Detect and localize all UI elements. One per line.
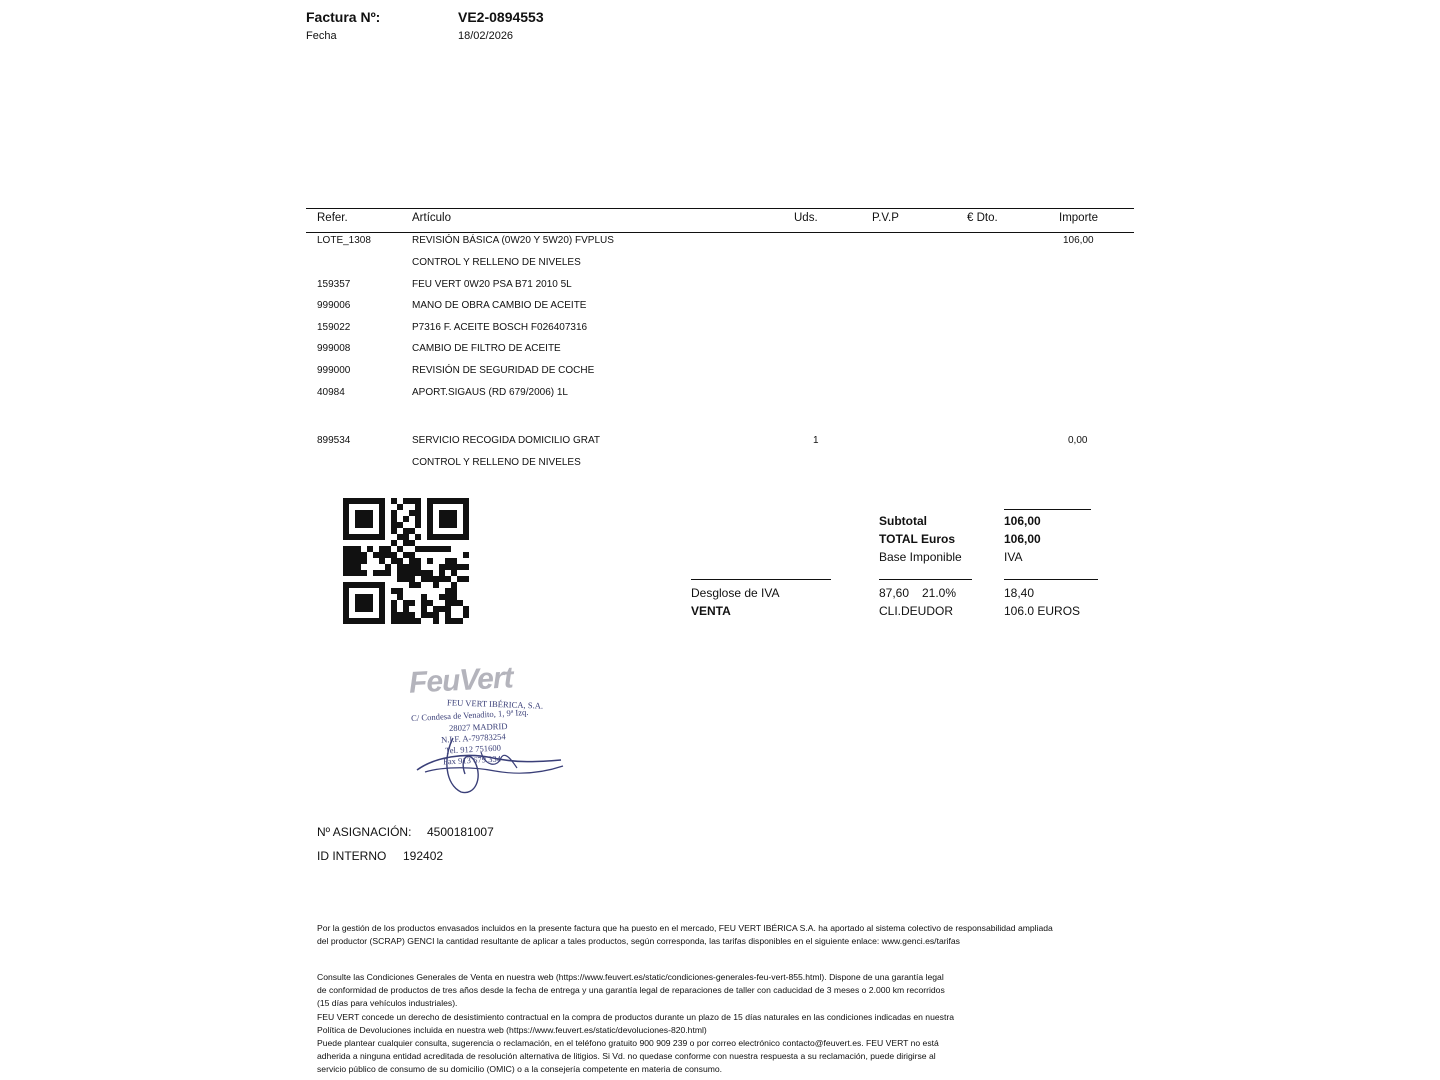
stamp-line: C/ Condesa de Venadito, 1, 9ª Izq. [410, 706, 529, 724]
date-label: Fecha [306, 30, 337, 42]
cell-ref: 159357 [317, 279, 351, 290]
cell-articulo: SERVICIO RECOGIDA DOMICILIO GRAT [412, 435, 600, 446]
base-value: 87,60 [879, 586, 910, 600]
id-interno-value: 192402 [403, 849, 444, 863]
column-header-dto: € Dto. [967, 212, 998, 224]
date-value: 18/02/2026 [458, 30, 514, 42]
total-label: TOTAL Euros [879, 532, 956, 546]
cell-ref: 999000 [317, 365, 351, 376]
subtotal-value: 106,00 [1004, 514, 1041, 528]
column-header-refer: Refer. [317, 212, 348, 224]
feuvert-logo: FeuVert [408, 661, 514, 700]
cell-ref: 899534 [317, 435, 351, 446]
asignacion-label: Nº ASIGNACIÓN: [317, 825, 412, 839]
stamp-line: Fax 913 679 334 [442, 753, 502, 767]
cell-ref: 40984 [317, 387, 345, 398]
company-stamp [405, 662, 575, 802]
cell-articulo: CAMBIO DE FILTRO DE ACEITE [412, 343, 561, 354]
column-header-articulo: Artículo [412, 212, 451, 224]
total-euros-text: 106.0 EUROS [1004, 604, 1081, 618]
column-header-pvp: P.V.P [872, 212, 899, 224]
qr-code [343, 498, 469, 629]
cell-articulo: APORT.SIGAUS (RD 679/2006) 1L [412, 387, 568, 398]
cell-articulo: MANO DE OBRA CAMBIO DE ACEITE [412, 300, 587, 311]
cell-ref: 999008 [317, 343, 351, 354]
stamp-line: 28027 MADRID [448, 720, 508, 734]
base-rule [879, 579, 972, 580]
stamp-line: FEU VERT IBÉRICA, S.A. [446, 697, 544, 711]
table-top-rule [306, 208, 1134, 209]
note-line: servicio público de consumo de su domicilio (OMIC) o a la consejería competente en materia de consumo. [317, 1064, 723, 1075]
desglose-iva-label: Desglose de IVA [691, 586, 780, 600]
cell-articulo: P7316 F. ACEITE BOSCH F026407316 [412, 322, 588, 333]
total-value: 106,00 [1004, 532, 1041, 546]
cell-articulo: CONTROL Y RELLENO DE NIVELES [412, 457, 581, 468]
note-line: de conformidad de productos de tres años desde la fecha de entrega y una garantía legal de reparaciones de taller con caducidad de 3 meses o 2.000 km recorridos [317, 985, 945, 996]
cell-importe: 106,00 [1063, 235, 1094, 246]
note-line: del productor (SCRAP) GENCI la cantidad resultante de aplicar a tales productos, según corresponda, las tarifas disponibles en el siguiente enlace: www.genci.es/tarifas [317, 936, 960, 947]
scrap-note [317, 922, 1053, 948]
note-line: (15 días para vehículos industriales). [317, 998, 458, 1009]
cell-ref: 159022 [317, 322, 351, 333]
subtotal-label: Subtotal [879, 514, 927, 528]
iva-rate: 21.0% [922, 586, 957, 600]
column-header-uds: Uds. [794, 212, 818, 224]
iva-rule [1004, 579, 1098, 580]
cell-ref: LOTE_1308 [317, 235, 371, 246]
base-imponible-label: Base Imponible [879, 550, 962, 564]
id-interno-label: ID INTERNO [317, 849, 387, 863]
note-line: FEU VERT concede un derecho de desistimiento contractual en la compra de productos durante un plazo de 15 días naturales en las condiciones indicadas en nuestra [317, 1011, 954, 1022]
note-line: Por la gestión de los productos envasados incluidos en la presente factura que ha puesto en el mercado, FEU VERT IBÉRICA S.A. ha aportado al sistema colectivo de responsabilidad ampliada [317, 923, 1053, 933]
handwritten-signature [405, 722, 575, 802]
note-line: adherida a ninguna entidad acreditada de resolución alternativa de litigios. Si Vd. no quedase conforme con nuestra respuesta a su reclamación, puede dirigirse al [317, 1051, 936, 1062]
cell-articulo: CONTROL Y RELLENO DE NIVELES [412, 257, 581, 268]
venta-label: VENTA [691, 604, 731, 618]
conditions-note [317, 971, 954, 1077]
note-line: Puede plantear cualquier consulta, sugerencia o reclamación, en el teléfono gratuito 900 909 239 o por correo electrónico contacto@feuvert.es. FEU VERT no está [317, 1038, 939, 1049]
cell-uds: 1 [813, 435, 819, 446]
table-header-rule [306, 232, 1134, 233]
invoice-number: VE2-0894553 [458, 9, 544, 25]
stamp-line: N.I.F. A-79783254 [440, 731, 506, 745]
cell-articulo: REVISIÓN DE SEGURIDAD DE COCHE [412, 365, 595, 376]
cli-deudor-label: CLI.DEUDOR [879, 604, 954, 618]
cell-articulo: FEU VERT 0W20 PSA B71 2010 5L [412, 279, 572, 290]
column-header-importe: Importe [1059, 212, 1098, 224]
iva-label: IVA [1004, 550, 1023, 564]
asignacion-value: 4500181007 [427, 825, 494, 839]
stamp-line: Tel. 912 751600 [444, 742, 502, 756]
cell-importe: 0,00 [1068, 435, 1088, 446]
subtotal-rule [1004, 509, 1091, 510]
iva-value: 18,40 [1004, 586, 1035, 600]
note-line: Política de Devoluciones incluida en nuestra web (https://www.feuvert.es/static/devoluciones-820.html) [317, 1024, 707, 1035]
invoice-number-label: Factura Nº: [306, 9, 381, 25]
note-line: Consulte las Condiciones Generales de Venta en nuestra web (https://www.feuvert.es/static/condiciones-generales-feu-vert-855.html). Dispone de una garantía legal [317, 972, 944, 982]
cell-ref: 999006 [317, 300, 351, 311]
desglose-rule [691, 579, 831, 580]
cell-articulo: REVISIÓN BÁSICA (0W20 Y 5W20) FVPLUS [412, 235, 614, 246]
